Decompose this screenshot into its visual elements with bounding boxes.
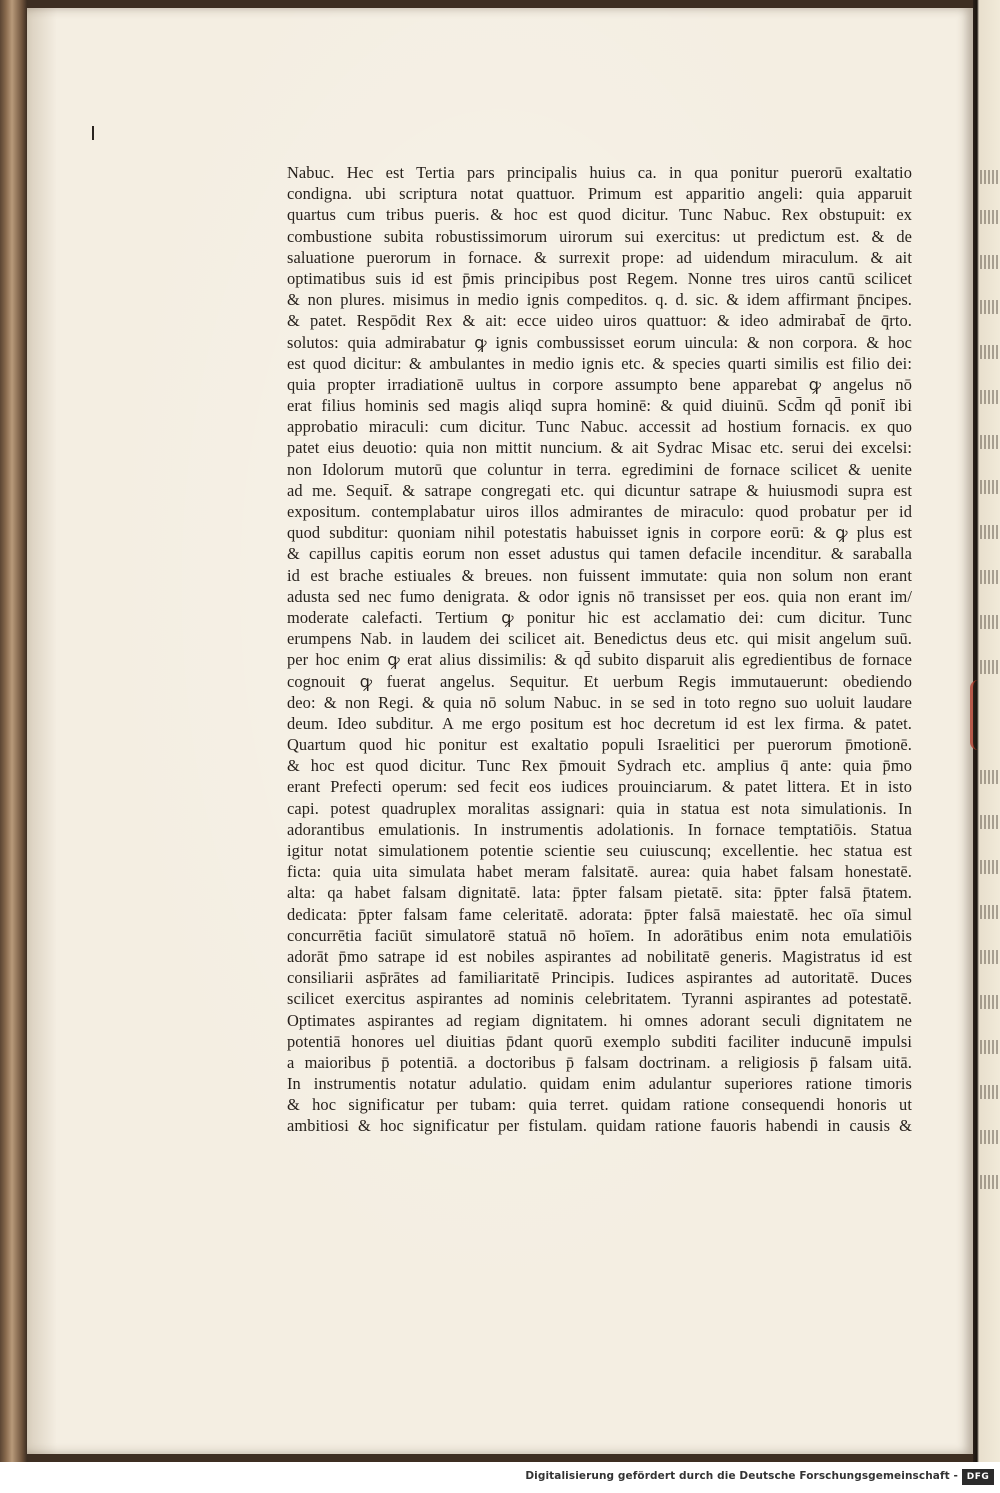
funding-credit: Digitalisierung gefördert durch die Deutsche Forschungsgemeinschaft - — [525, 1470, 958, 1482]
facing-page-text-fragment — [980, 950, 998, 964]
text-line: moderate calefacti. Tertium ꝙ ponitur hic est acclamatio dei: cum dicitur. Tunc — [287, 607, 912, 627]
text-line: igitur notat simulationem potentie scientie seu cuiuscunq; excellentie. hec statua est — [287, 841, 912, 860]
text-line: & hoc significatur per tubam: quia terret. quidam ratione consequendi honoris ut — [287, 1095, 912, 1115]
facing-page-text-fragment — [980, 1130, 998, 1144]
facing-page-text-fragment — [980, 815, 998, 829]
text-line: ad me. Sequit̄. & satrape congregati etc. qui dicuntur satrape & huiusmodi supra est — [287, 480, 912, 500]
text-line: erat filius hominis sed magis aliqd supra hominē: & quid diuinū. Scd̄m qd̄ ponit̄ ibi — [287, 396, 912, 416]
facing-page-text-fragment — [980, 525, 998, 539]
text-line: capi. potest quadruplex moralitas assignari: quia in statua est nota simulationis. In — [287, 798, 912, 818]
text-line: non Idolorum mutorū que coluntur in terra. egredimini de fornace scilicet & uenite — [287, 459, 912, 479]
margin-mark — [92, 126, 94, 140]
facing-page-text-fragment — [980, 170, 998, 184]
text-line: & capillus capitis eorum non esset adustus qui tamen defacile incenditur. & saraballa — [287, 544, 912, 564]
text-line: id est brache estiuales & breues. non fuissent immutate: quia non solum non erant — [287, 565, 912, 585]
text-line: concurrētia faciūt simulatorē statuā nō hoīem. In adorātibus enim nota emulatiōis — [287, 925, 912, 945]
facing-page-text-fragment — [980, 210, 998, 224]
text-line: adorāt p̄mo satrape id est nobiles aspirantes ad nobilitatē generis. Magistratus id est — [287, 946, 912, 966]
text-line: ficta: quia uita simulata habet meram falsitatē. aurea: quia habet falsam honestatē. — [287, 862, 912, 882]
text-line: deo: & non Regi. & quia nō solum Nabuc. in se sed in toto regno suo uoluit laudare — [287, 692, 912, 712]
text-line: optimatibus suis id est p̄mis principibus post Regem. Nonne tres uiros cantū scilicet — [287, 268, 912, 288]
footer-bar — [0, 1462, 1000, 1493]
text-line: est quod dicitur: & ambulantes in medio ignis etc. & species quarti similis est filio dei: — [287, 353, 912, 373]
text-line: dedicata: p̄pter falsam fame celeritatē. adorata: p̄pter falsā maiestatē. hec oīa simul — [287, 904, 912, 924]
facing-page-text-fragment — [980, 390, 998, 404]
text-line: quia propter irradiationē uultus in corpore assumpto bene apparebat ꝙ angelus nō — [287, 374, 912, 394]
text-line: saluatione puerorum in fornace. & surrexit prope: ad uidendum miraculum. & ait — [287, 247, 912, 267]
facing-page-text-fragment — [980, 255, 998, 269]
text-line: Optimates aspirantes ad regiam dignitatem. hi omnes adorant seculi dignitatem ne — [287, 1010, 912, 1030]
text-line: adusta sed nec fumo denigrata. & odor ignis nō transisset per eos. quia non erant im/ — [287, 586, 912, 606]
text-line: a maioribus p̄ potentiā. a doctoribus p̄ falsam doctrinam. a religiosis p̄ falsam uitā. — [287, 1052, 912, 1072]
text-line: Quartum quod hic ponitur est exaltatio populi Israelitici per puerorum p̄motionē. — [287, 735, 912, 755]
text-line: deum. Ideo subditur. A me ergo positum est hoc decretum id est lex firma. & patet. — [287, 713, 912, 733]
text-line: quod subditur: quoniam nihil potestatis habuisset ignis in corpore eorū: & ꝙ plus est — [287, 523, 912, 543]
text-line: approbatio miraculi: cum dicitur. Tunc Nabuc. accessit ad hostium fornacis. ex quo — [287, 417, 912, 437]
facing-page-text-fragment — [980, 770, 998, 784]
text-line: scilicet exercitus aspirantes ad nominis celebritatem. Tyranni aspirantes ad potestatē. — [287, 989, 912, 1009]
facing-page-text-fragment — [980, 480, 998, 494]
text-line: erant Prefecti operum: sed fecit eos iudices prouinciarum. & patet littera. Et in isto — [287, 777, 912, 797]
text-line: expositum. contemplabatur uiros illos admirantes de miraculo: quod probatur per id — [287, 502, 912, 521]
facing-page-text-fragment — [980, 860, 998, 874]
text-line: cognouit ꝙ fuerat angelus. Sequitur. Et uerbum Regis immutauerunt: obediendo — [287, 671, 912, 691]
facing-page-text-fragment — [980, 1085, 998, 1099]
text-line: adorantibus emulationis. In instrumentis adolationis. In fornace temptatiōis. Statua — [287, 819, 912, 839]
text-line: consiliarii asp̄rātes ad familiaritatē Principis. Iudices aspirantes ad autoritatē. Duces — [287, 968, 912, 988]
text-line: ambitiosi & hoc significatur per fistulam. quidam ratione fauoris habendi in causis & — [287, 1116, 912, 1136]
text-line: erumpens Nab. in laudem dei scilicet ait. Benedictus deus etc. qui misit angelum suū. — [287, 629, 912, 649]
text-line: patet eius deuotio: quia non mittit nuncium. & ait Sydrac Misac etc. serui dei excelsi: — [287, 438, 912, 458]
dfg-logo: DFG — [962, 1469, 994, 1485]
facing-page-text-fragment — [980, 300, 998, 314]
main-text-block — [287, 162, 912, 1137]
facing-page-text-fragment — [980, 1040, 998, 1054]
text-line: & non plures. misimus in medio ignis compeditos. q. d. sic. & idem affirmant p̄ncipes. — [287, 290, 912, 310]
text-line: combustione subita robustissimorum uirorum sui exercitus: ut predictum est. & de — [287, 226, 912, 246]
facing-page-text-fragment — [980, 1175, 998, 1189]
text-line: Nabuc. Hec est Tertia pars principalis huius ca. in qua ponitur puerorū exaltatio — [287, 163, 912, 182]
facing-page-text-fragment — [980, 660, 998, 674]
text-line: quartus cum tribus pueris. & hoc est quod dicitur. Tunc Nabuc. Rex obstupuit: ex — [287, 205, 912, 225]
text-line: alta: qa habet falsam dignitatē. lata: p̄pter falsam pietatē. sita: p̄pter falsā p̄tatem. — [287, 883, 912, 903]
facing-page-text-fragment — [980, 345, 998, 359]
rubricated-initial-fragment — [970, 680, 987, 750]
text-line: condigna. ubi scriptura notat quattuor. Primum est apparitio angeli: quia apparuit — [287, 184, 912, 204]
text-line: & patet. Respōdit Rex & ait: ecce uideo uiros quattuor: & ideo admirabat̄ de q̄rto. — [287, 311, 912, 331]
facing-page-text-fragment — [980, 435, 998, 449]
text-line: In instrumentis notatur adulatio. quidam enim adulantur superiores ratione timoris — [287, 1074, 912, 1094]
text-line: per hoc enim ꝙ erat alius dissimilis: & qd̄ subito disparuit alis egredientibus de fornace — [287, 650, 912, 670]
facing-page-text-fragment — [980, 995, 998, 1009]
facing-page-text-fragment — [980, 570, 998, 584]
text-line: & hoc est quod dicitur. Tunc Rex p̄mouit Sydrach etc. amplius q̄ ante: quia p̄mo — [287, 756, 912, 776]
text-line: potentiā honores uel diuitias p̄dant quorū exemplo subditi faciliter inducunē impulsi — [287, 1031, 912, 1051]
facing-page-text-fragment — [980, 615, 998, 629]
facing-page-text-fragment — [980, 905, 998, 919]
text-line: solutos: quia admirabatur ꝙ ignis combussisset eorum uincula: & non corpora. & hoc — [287, 332, 912, 352]
